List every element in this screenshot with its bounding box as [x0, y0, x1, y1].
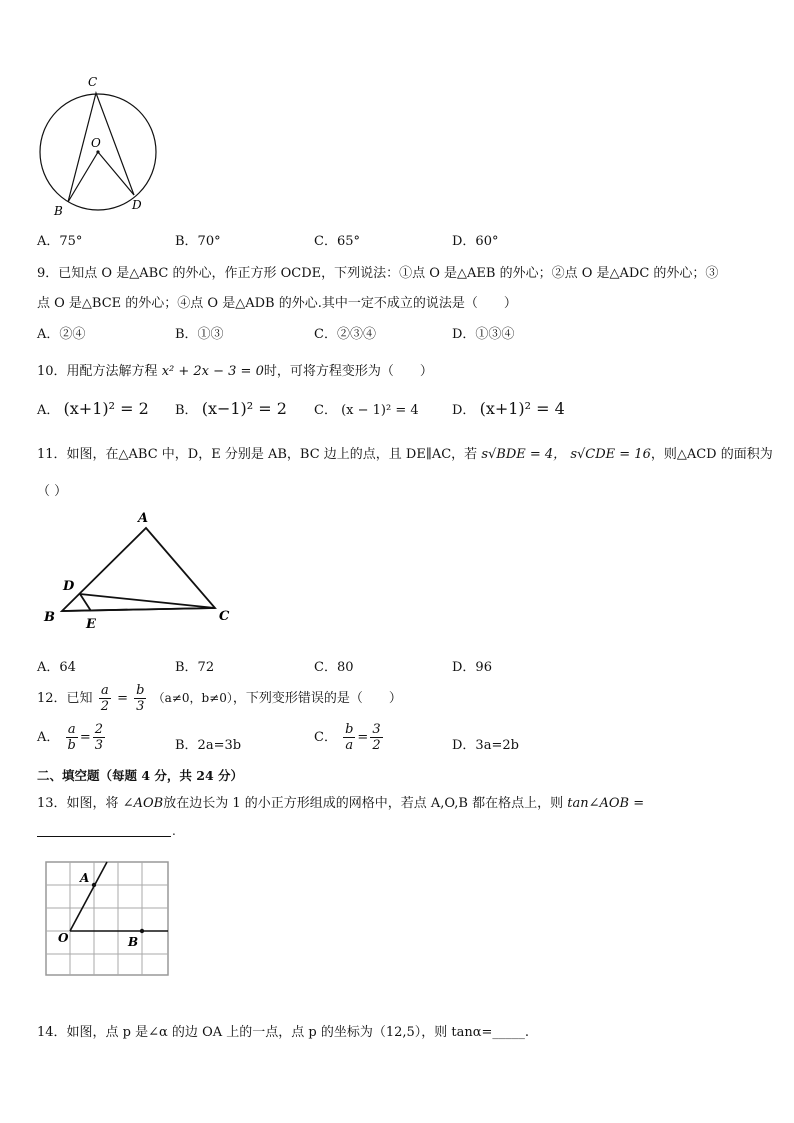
q12-option-a-frac2: $\frac{2}{3}$: [94, 722, 104, 753]
q10-option-a-expr: (x+1)² = 2: [63, 399, 149, 418]
q9-stem-line1: 9．已知点 O 是△ABC 的外心，作正方形 OCDE，下列说法：①点 O 是△AEB 的外心；②点 O 是△ADC 的外心；③: [37, 266, 719, 281]
q10-option-b-label: B．: [175, 403, 198, 418]
q10-option-c-label: C．: [314, 403, 337, 418]
q11-area-bde: s√BDE = 4，: [481, 447, 567, 462]
q9-option-b[interactable]: B．①③: [175, 327, 224, 342]
q11-option-d[interactable]: D．96: [452, 660, 492, 675]
q13-stem: [37, 792, 644, 811]
q12-stem: [37, 683, 402, 714]
label-b: B: [54, 204, 63, 218]
q12-option-d[interactable]: D．3a=2b: [452, 738, 519, 753]
q10-stem-post: 时，可将方程变形为（ ）: [263, 364, 433, 379]
q12-frac-a: $\frac{a}{2}$: [100, 683, 109, 714]
label-a: A: [80, 871, 90, 885]
q11-stem-post: ，则△ACD 的面积为: [650, 447, 773, 462]
q11-stem-line2: （ ）: [37, 484, 68, 499]
label-b: B: [44, 610, 55, 625]
q12-option-b[interactable]: B．2a=3b: [175, 738, 242, 753]
q10-equation: x² + 2x − 3 = 0: [161, 364, 264, 379]
label-o: O: [58, 931, 69, 945]
q11-area-cde: s√CDE = 16: [570, 447, 651, 462]
label-c: C: [88, 75, 98, 89]
q12-stem-pre: 12．已知: [37, 691, 93, 706]
q8-option-b[interactable]: B．70°: [175, 234, 221, 249]
label-o: O: [91, 136, 101, 150]
q12-option-c-frac2: $\frac{3}{2}$: [372, 722, 381, 753]
q12-equals: =: [117, 691, 129, 706]
label-d: D: [132, 198, 142, 212]
q8-option-a[interactable]: A．75°: [37, 234, 83, 249]
q11-stem: [37, 443, 773, 462]
q13-tan: tan∠AOB =: [567, 796, 645, 811]
q12-frac-b: $\frac{b}{3}$: [136, 683, 145, 714]
q9-option-d[interactable]: D．①③④: [452, 327, 515, 342]
q10-stem-pre: 10．用配方法解方程: [37, 364, 158, 379]
q13-blank-period: .: [172, 824, 176, 838]
q10-option-b[interactable]: [175, 399, 287, 418]
q10-option-c-expr: (x − 1)² = 4: [341, 403, 419, 418]
q9-stem-line2: 点 O 是△BCE 的外心；④点 O 是△ADB 的外心.其中一定不成立的说法是（ ）: [37, 296, 517, 311]
q13-angle: ∠AOB: [122, 796, 164, 811]
q12-option-a-frac1: $\frac{a}{b}$: [67, 722, 76, 753]
q13-stem-pre: 13．如图，将: [37, 796, 119, 811]
q12-stem-post: ，下列变形错误的是（ ）: [232, 691, 402, 706]
q10-option-c[interactable]: [314, 399, 419, 418]
q10-option-d-expr: (x+1)² = 4: [479, 399, 565, 418]
q12-option-c[interactable]: C． $\frac{b}{a}$ = $\frac{3}{2}$: [314, 722, 381, 753]
q12-option-c-frac1: $\frac{b}{a}$: [345, 722, 354, 753]
q12-option-a-label: A．: [37, 730, 60, 745]
q11-option-b[interactable]: B．72: [175, 660, 215, 675]
q10-option-a-label: A．: [37, 403, 60, 418]
section-heading-fill-in: 二、填空题（每题 4 分，共 24 分）: [37, 768, 244, 783]
label-b: B: [128, 935, 139, 949]
q12-condition: （a≠0，b≠0）: [152, 691, 233, 705]
q13-stem-mid: 放在边长为 1 的小正方形组成的网格中，若点 A,O,B 都在格点上，则: [163, 796, 564, 811]
q12-option-c-label: C．: [314, 730, 337, 745]
q12-option-a[interactable]: A． $\frac{a}{b}$ = $\frac{2}{3}$: [37, 722, 104, 753]
q11-option-a[interactable]: A．64: [37, 660, 76, 675]
q13-answer-blank[interactable]: [37, 822, 171, 837]
q8-option-c[interactable]: C．65°: [314, 234, 360, 249]
q8-circle-figure: [30, 70, 170, 225]
q9-option-c[interactable]: C．②③④: [314, 327, 376, 342]
q9-option-a[interactable]: A．②④: [37, 327, 86, 342]
label-a: A: [138, 511, 149, 526]
q8-option-d[interactable]: D．60°: [452, 234, 499, 249]
q11-stem-pre: 11．如图，在△ABC 中，D，E 分别是 AB，BC 边上的点，且 DE∥AC，若: [37, 447, 478, 462]
q11-option-c[interactable]: C．80: [314, 660, 354, 675]
q14-stem: 14．如图，点 p 是∠α 的边 OA 上的一点，点 p 的坐标为（12,5），则 tanα=_____.: [37, 1025, 530, 1040]
q10-option-b-expr: (x−1)² = 2: [201, 399, 287, 418]
q13-grid-figure: [40, 856, 175, 981]
label-d: D: [63, 579, 75, 594]
q10-option-d[interactable]: [452, 399, 565, 418]
q10-stem: [37, 360, 433, 379]
q10-option-d-label: D．: [452, 403, 476, 418]
q10-option-a[interactable]: [37, 399, 149, 418]
label-c: C: [219, 609, 230, 624]
q11-triangle-figure: [38, 508, 238, 633]
label-e: E: [86, 617, 96, 632]
